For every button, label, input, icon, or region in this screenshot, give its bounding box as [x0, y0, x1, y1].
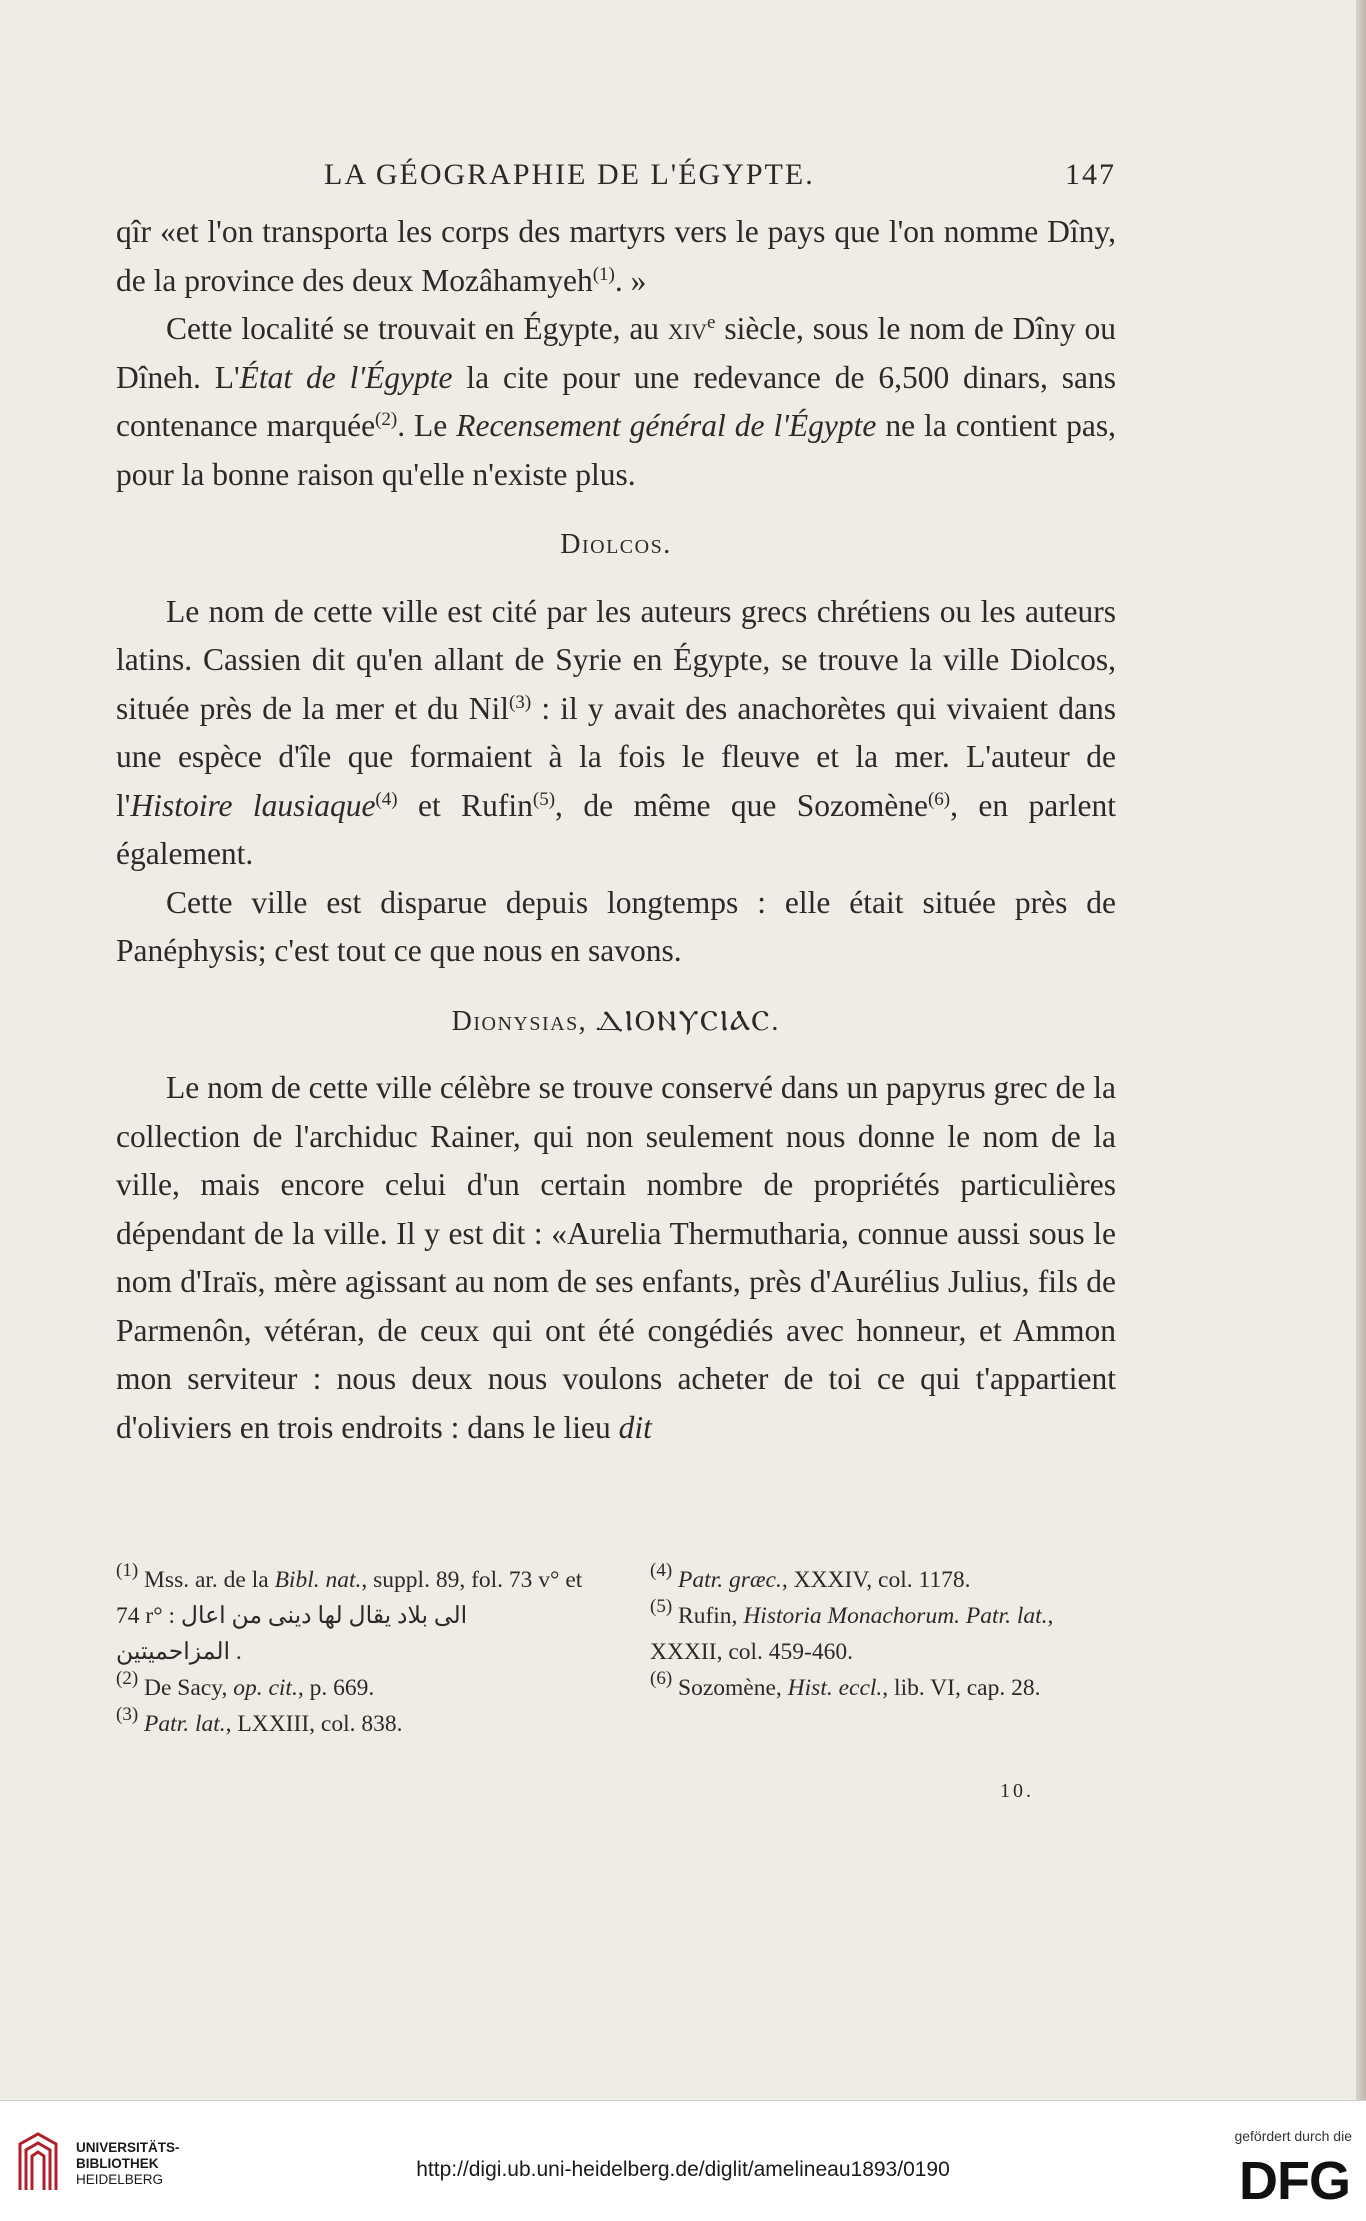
page-edge	[1356, 0, 1366, 2100]
text-run: la cite pour une redevance de 6,500 dinars, sans contenance marquée	[116, 359, 1117, 443]
page-number: 147	[1065, 158, 1116, 191]
text-run: De Sacy,	[138, 1675, 234, 1701]
text-run: : il y avait des anachorètes qui vivaient dans une espèce d'île que formaient à la fois le fleuve et la mer. L'auteur de l'	[116, 690, 1116, 823]
footnote-ref-4: (4)	[375, 788, 398, 810]
italic-title: Hist. eccl.	[787, 1675, 883, 1701]
paragraph-2	[116, 305, 1116, 499]
footnote-4	[650, 1562, 1120, 1598]
italic-title: Histoire lausiaque	[130, 787, 376, 823]
italic-title: Patr. lat.	[144, 1711, 226, 1737]
footnote-5	[650, 1598, 1120, 1670]
library-name-line: UNIVERSITÄTS-	[76, 2140, 180, 2155]
text-run: , p. 669.	[297, 1675, 375, 1701]
text-run: . »	[614, 262, 647, 298]
footnote-ref-2: (2)	[375, 409, 398, 430]
section-heading-diolcos: Diolcos.	[560, 529, 672, 560]
italic-title: Recensement général de l'Égypte	[456, 408, 877, 443]
section-heading-dionysias	[116, 998, 1116, 1047]
footnote-ref-6: (6)	[927, 788, 951, 810]
century-suffix: e	[707, 312, 716, 333]
footnote-mark: (4)	[650, 1560, 673, 1581]
footnote-mark: (1)	[116, 1560, 139, 1581]
text-run: et Rufin	[397, 787, 533, 823]
funding-note: gefördert durch die	[1234, 2128, 1352, 2144]
text-run: qîr «et l'on transporta les corps des martyrs vers le pays que l'on nomme Dîny, de la province des deux Mozâhamyeh	[116, 214, 1116, 298]
text-run: , de même que Sozomène	[555, 787, 928, 823]
footnote-mark: (2)	[116, 1668, 139, 1689]
text-run: Le nom de cette ville est cité par les auteurs grecs chrétiens ou les auteurs latins. Cassien dit qu'en allant de Syrie en Égypte, se trouve la ville Diolcos, située près de la mer et du Nil	[116, 593, 1116, 726]
footnote-ref-3: (3)	[509, 691, 532, 713]
text-run: Le nom de cette ville célèbre se trouve conservé dans un papyrus grec de la collection de l'archiduc Rainer, qui non seulement nous donne le nom de la ville, mais encore celui d'un certain nombre de propriétés particulières dépendant de la ville. Il y est dit : «Aurelia Thermutharia, connue aussi sous le nom d'Iraïs, mère agissant au nom de ses enfants, près d'Aurélius Julius, fils de Parmenôn, vétéran, de ceux qui ont été congédiés avec honneur, et Ammon mon serviteur : nous deux nous voulons acheter de toi ce qui t'appartient d'oliviers en trois endroits : dans le lieu	[116, 1070, 1116, 1445]
century-numeral: xiv	[667, 311, 708, 346]
footnotes-left	[116, 1562, 586, 1742]
italic-title: Historia Monachorum. Patr. lat.	[743, 1603, 1048, 1629]
footnote-1	[116, 1562, 586, 1670]
signature-mark: 10.	[1000, 1780, 1034, 1802]
footnote-2	[116, 1670, 586, 1706]
paragraph-5	[116, 1064, 1116, 1452]
footnote-ref-5: (5)	[532, 788, 556, 810]
footnote-3	[116, 1706, 586, 1742]
footnote-mark: (6)	[650, 1668, 673, 1689]
italic-title: Bibl. nat.	[274, 1567, 362, 1593]
italic-title: Patr. græc.	[678, 1567, 782, 1593]
footnote-6	[650, 1670, 1120, 1706]
footnote-mark: (3)	[116, 1704, 139, 1725]
italic-word: dit	[618, 1409, 652, 1445]
paragraph-1	[116, 208, 1116, 305]
text-run: , en parlent également.	[116, 787, 1116, 871]
main-text	[116, 208, 1116, 1452]
text-run: Cette localité se trouvait en Égypte, au	[166, 311, 668, 346]
text-run: Mss. ar. de la	[138, 1567, 275, 1593]
italic-title: État de l'Égypte	[239, 359, 453, 395]
heading-latin: Dionysias,	[451, 1005, 596, 1037]
text-run: .	[230, 1639, 242, 1665]
text-run: , XXXII, col. 459-460.	[650, 1603, 1054, 1665]
library-name-line: HEIDELBERG	[76, 2172, 164, 2187]
text-run: Sozomène,	[672, 1675, 788, 1701]
footnotes-right	[650, 1562, 1120, 1742]
source-url[interactable]: http://digi.ub.uni-heidelberg.de/diglit/amelineau1893/0190	[416, 2158, 950, 2181]
text-run: , lib. VI, cap. 28.	[882, 1675, 1041, 1701]
running-header	[116, 158, 1116, 192]
text-run: . Le	[397, 408, 457, 443]
library-name-line: BIBLIOTHEK	[76, 2156, 159, 2171]
paragraph-3	[116, 588, 1116, 879]
footnote-mark: (5)	[650, 1596, 673, 1617]
italic-title: op. cit.	[233, 1675, 298, 1701]
footnote-ref-1: (1)	[592, 263, 615, 285]
paragraph-4: Cette ville est disparue depuis longtemps : elle était située près de Panéphysis; c'est tout ce que nous en savons.	[116, 884, 1116, 968]
text-run: , XXXIV, col. 1178.	[781, 1567, 971, 1593]
arabic-quote: الى بلاد يقال لها دينى من اعال المزاحميتين	[116, 1603, 468, 1665]
text-run: , LXXIII, col. 838.	[225, 1711, 403, 1737]
text-run: Rufin,	[672, 1603, 744, 1629]
text-run: siècle, sous le nom de Dîny ou Dîneh. L'	[116, 311, 1116, 395]
footnotes	[116, 1562, 1116, 1742]
text-run: ne la contient pas, pour la bonne raison qu'elle n'existe plus.	[116, 408, 1116, 492]
dfg-logo: DFG	[1239, 2151, 1350, 2211]
heading-coptic: ⲆⲒⲞⲚⲨⲤⲒⲀⲤ.	[595, 1005, 781, 1037]
running-title: LA GÉOGRAPHIE DE L'ÉGYPTE.	[324, 158, 815, 191]
text-run: , suppl. 89, fol. 73 v° et 74 r° :	[116, 1567, 583, 1629]
